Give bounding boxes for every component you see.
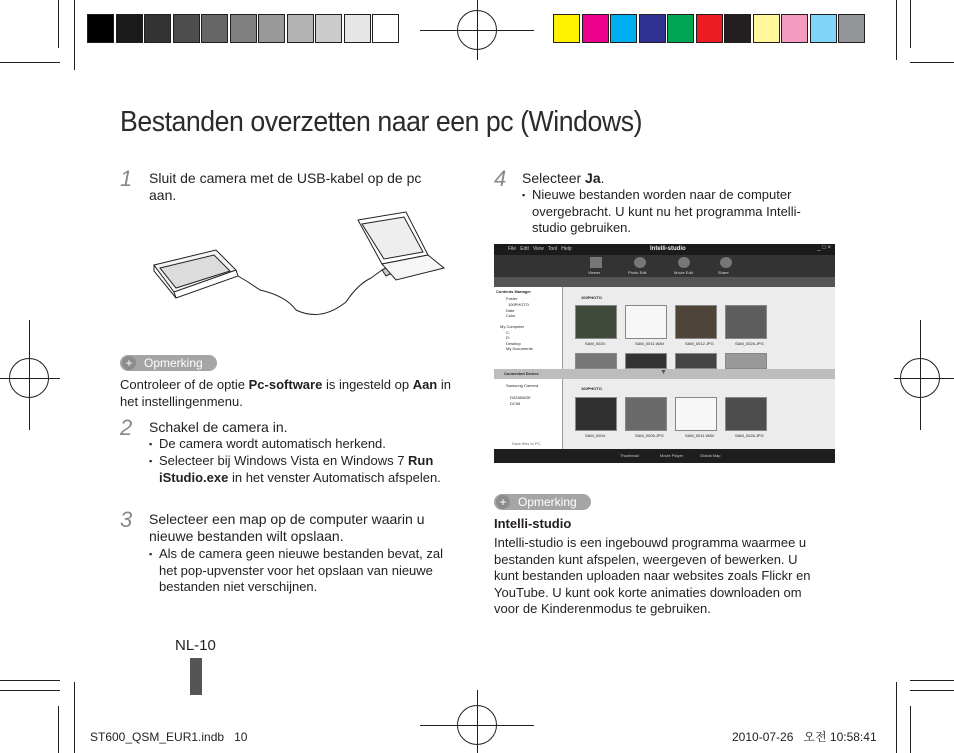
note-text-bold: Pc-software xyxy=(248,377,323,392)
menu-item: Tool xyxy=(547,246,558,252)
window-controls: _ □ × xyxy=(817,245,831,251)
color-swatch xyxy=(287,14,314,43)
color-swatch xyxy=(230,14,257,43)
step-text xyxy=(522,170,832,187)
color-swatch xyxy=(753,14,780,43)
crop-mark xyxy=(910,62,954,63)
status-text: Save files to PC xyxy=(512,441,541,446)
color-swatch xyxy=(258,14,285,43)
footer-file-info: ST600_QSM_EUR1.indb 10 xyxy=(90,730,248,744)
crop-mark xyxy=(910,0,911,48)
step-text: Selecteer een map op de computer waarin u nieuwe bestanden wilt opslaan. xyxy=(149,511,425,544)
note-badge-label: Opmerking xyxy=(518,495,577,509)
color-swatch xyxy=(201,14,228,43)
registration-line xyxy=(29,320,30,430)
panel-heading: Connected Device xyxy=(504,371,539,376)
tree-item: Samsung Camera xyxy=(506,383,539,388)
thumbnail-label: SAM_0004. xyxy=(585,433,606,438)
folder-label: 100PHOTO xyxy=(581,386,602,391)
step-text: Schakel de camera in. xyxy=(149,419,288,435)
color-swatch xyxy=(116,14,143,43)
color-swatch xyxy=(372,14,399,43)
audio-thumbnail xyxy=(625,305,667,339)
tree-item: Folder xyxy=(506,296,518,301)
menu-item: View xyxy=(533,246,544,252)
device-panel xyxy=(494,379,563,449)
note-text-bold: Aan xyxy=(412,377,438,392)
bullet-text-bold: Run iStudio.exe xyxy=(159,453,434,485)
nav-bar xyxy=(494,277,835,287)
intelli-studio-screenshot xyxy=(494,244,835,463)
color-swatch xyxy=(315,14,342,43)
crop-mark xyxy=(58,0,59,48)
bottom-tab-bar xyxy=(494,449,835,463)
share-icon xyxy=(720,257,732,268)
crop-mark xyxy=(58,706,59,753)
crop-mark xyxy=(910,690,954,691)
page-title: Bestanden overzetten naar een pc (Windows) xyxy=(120,106,642,138)
viewer-icon xyxy=(590,257,602,268)
plus-icon: + xyxy=(122,356,136,370)
camera-usb-laptop-illustration xyxy=(146,210,446,330)
footer-timestamp: 2010-07-26 오전 10:58:41 xyxy=(732,730,877,744)
tree-item: 100PHOTO xyxy=(508,302,529,307)
photo-thumbnail xyxy=(725,305,767,339)
bullet-text: Selecteer bij Windows Vista en Windows 7 xyxy=(159,453,409,468)
bottom-tab: Global Map xyxy=(700,453,721,458)
photo-thumbnail xyxy=(575,397,617,431)
crop-mark xyxy=(896,682,897,753)
step-bullet: ▪ Als de camera geen nieuwe bestanden bevat, zal het pop-upvenster voor het opslaan van nieuwe bestanden niet verschijnen. xyxy=(149,546,459,596)
color-swatch xyxy=(781,14,808,43)
color-swatch xyxy=(553,14,580,43)
tree-item: D: xyxy=(506,335,510,340)
tree-item: My Documents xyxy=(506,346,533,351)
color-swatch xyxy=(344,14,371,43)
panel-heading: Contents Manager xyxy=(496,289,531,294)
thumbnail-label: SAM_0011.WAV xyxy=(635,341,665,346)
photo-thumbnail xyxy=(625,353,667,369)
crop-mark xyxy=(0,62,60,63)
app-name: Intelli-studio xyxy=(650,246,686,252)
photo-thumbnail xyxy=(675,305,717,339)
tree-item: DATABASE xyxy=(510,395,531,400)
color-swatch xyxy=(667,14,694,43)
crop-mark xyxy=(910,680,954,681)
color-swatch xyxy=(838,14,865,43)
registration-line xyxy=(477,0,478,60)
step-bullet: ▪ De camera wordt automatisch herkend. xyxy=(149,436,459,453)
collapse-arrow-icon: ▼ xyxy=(660,369,667,376)
crop-mark xyxy=(74,682,75,753)
photo-thumbnail xyxy=(625,397,667,431)
note-badge xyxy=(120,355,217,371)
toolbar-item: Viewer xyxy=(588,270,601,275)
step-text-part: Selecteer xyxy=(522,170,586,186)
photo-thumbnail xyxy=(675,353,717,369)
note-heading: Intelli-studio xyxy=(494,516,572,531)
page-number: NL-10 xyxy=(175,637,216,654)
toolbar-item: Movie Edit xyxy=(674,270,693,275)
page-tab-bar xyxy=(190,658,202,695)
step-text-part: . xyxy=(600,170,605,186)
color-swatch xyxy=(810,14,837,43)
panel-heading: My Computer xyxy=(500,324,525,329)
tree-item: C: xyxy=(506,330,510,335)
note-text: Intelli-studio is een ingebouwd programma waarmee u bestanden kunt afspelen, weergeven of bewerken. U kunt bestanden uploaden naar websites zoals Flickr en YouTube. U kunt ook korte animaties downloaden om voor de Kinderenmodus te gebruiken. xyxy=(494,535,811,616)
crop-mark xyxy=(896,0,897,60)
color-swatch xyxy=(696,14,723,43)
color-swatch xyxy=(639,14,666,43)
photo-thumbnail xyxy=(575,353,617,369)
thumbnail-label: SAM_0020. xyxy=(585,341,606,346)
step-bullet xyxy=(149,453,449,486)
step-number: 3 xyxy=(120,507,133,532)
registration-line xyxy=(920,320,921,430)
photo-thumbnail xyxy=(725,353,767,369)
thumbnail-label: SAM_0026.JPG xyxy=(735,341,764,346)
photo-thumbnail xyxy=(575,305,617,339)
device-content xyxy=(563,379,835,449)
step-text-bold: Ja xyxy=(585,170,601,186)
note-text-part: is ingesteld op xyxy=(322,377,413,392)
note-text-part: Controleer of de optie xyxy=(120,377,249,392)
thumbnail-label: SAM_0011.WAV xyxy=(685,433,715,438)
step-number: 4 xyxy=(494,166,507,191)
color-swatch xyxy=(582,14,609,43)
tree-item: DCIM xyxy=(510,401,521,406)
menu-item: Help xyxy=(561,246,572,252)
tree-item: Desktop xyxy=(506,341,521,346)
color-swatch xyxy=(173,14,200,43)
note-text xyxy=(120,377,455,410)
photo-edit-icon xyxy=(634,257,646,268)
movie-edit-icon xyxy=(678,257,690,268)
registration-line xyxy=(0,378,60,379)
menu-bar xyxy=(508,246,572,252)
step-number: 1 xyxy=(120,166,133,191)
app-title-bar xyxy=(494,244,835,255)
menu-item: File xyxy=(508,246,517,252)
color-swatch xyxy=(144,14,171,43)
bottom-tab: Thumbnail xyxy=(620,453,639,458)
tree-item: Color xyxy=(506,313,516,318)
registration-line xyxy=(477,690,478,753)
note-badge-label: Opmerking xyxy=(144,356,203,370)
crop-mark xyxy=(74,0,75,70)
thumbnail-label: SAM_0005.JPG xyxy=(635,433,664,438)
app-toolbar xyxy=(494,255,835,277)
note-text-part: in het instellingenmenu. xyxy=(120,377,451,409)
color-swatch xyxy=(610,14,637,43)
crop-mark xyxy=(0,680,60,681)
crop-mark xyxy=(0,690,60,691)
thumbnail-label: SAM_0012.JPG xyxy=(685,341,714,346)
step-text: Sluit de camera met de USB-kabel op de pc aan. xyxy=(149,170,422,203)
toolbar-item: Share xyxy=(718,270,729,275)
connected-device-bar xyxy=(494,369,835,379)
step-bullet: ▪ Nieuwe bestanden worden naar de computer overgebracht. U kunt nu het programma Intelli-studio gebruiken. xyxy=(522,187,822,237)
top-content xyxy=(563,287,835,369)
audio-thumbnail xyxy=(675,397,717,431)
color-swatch xyxy=(724,14,751,43)
bottom-tab: Movie Player xyxy=(660,453,684,458)
plus-icon: + xyxy=(496,495,510,509)
note-badge xyxy=(494,494,591,510)
folder-label: 100PHOTO xyxy=(581,295,602,300)
registration-line xyxy=(894,378,954,379)
bullet-text: in het venster Automatisch afspelen. xyxy=(228,469,441,485)
toolbar-item: Photo Edit xyxy=(628,270,647,275)
photo-thumbnail xyxy=(725,397,767,431)
thumbnail-label: SAM_0026.JPG xyxy=(735,433,764,438)
color-swatch xyxy=(87,14,114,43)
crop-mark xyxy=(910,706,911,753)
left-panel xyxy=(494,287,563,369)
step-number: 2 xyxy=(120,415,133,440)
menu-item: Edit xyxy=(520,246,529,252)
tree-item: Date xyxy=(506,308,515,313)
